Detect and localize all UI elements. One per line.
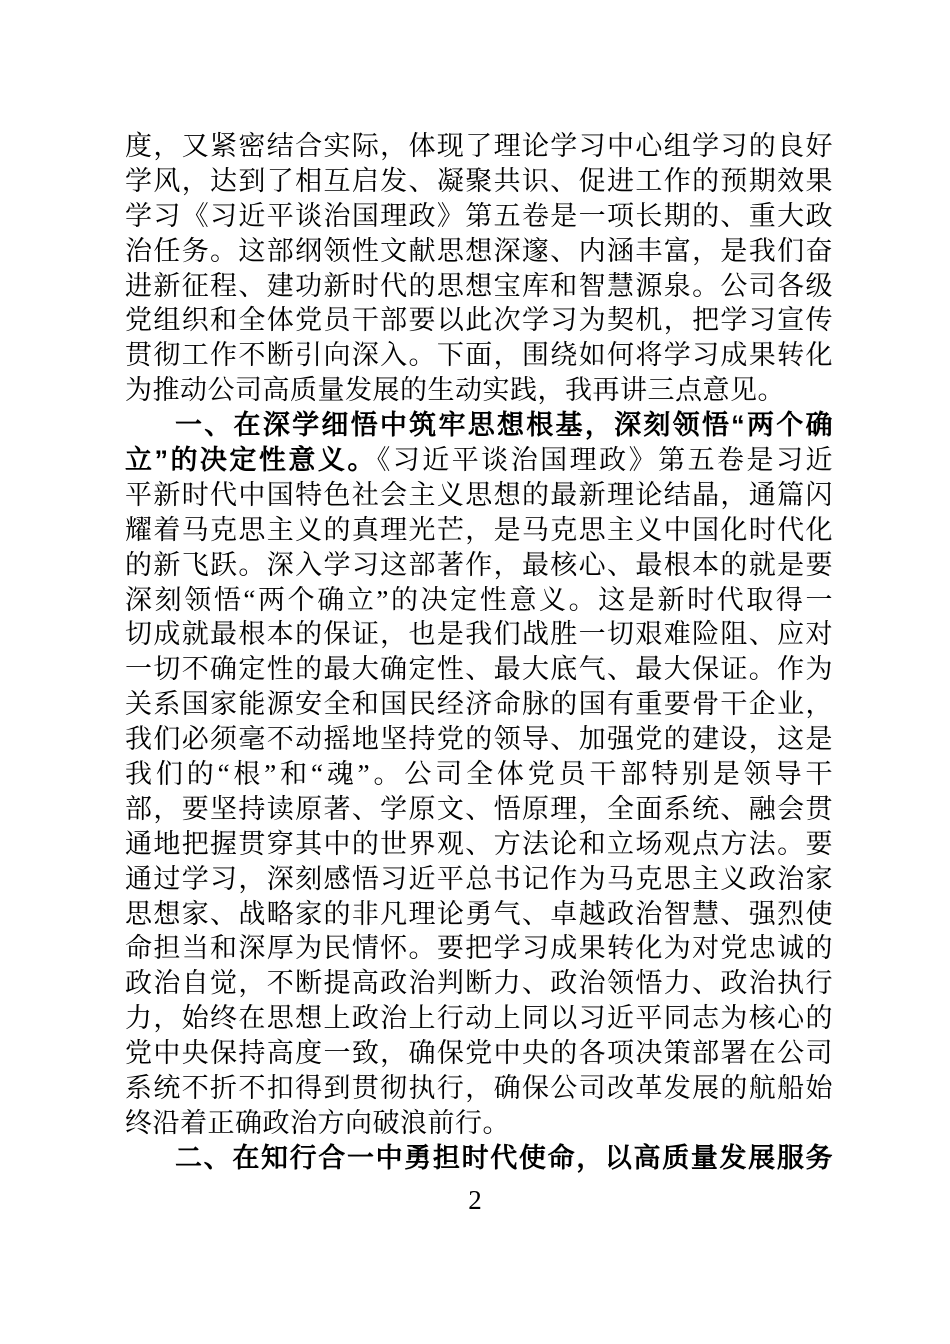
text-line bbox=[125, 373, 833, 408]
heading-text: 立”的决定性意义。 bbox=[125, 445, 377, 476]
text-line bbox=[125, 966, 833, 1001]
text-line bbox=[125, 303, 833, 338]
text-line bbox=[125, 478, 833, 513]
text-line bbox=[125, 234, 833, 269]
body-text: 关系国家能源安全和国民经济命脉的国有重要骨干企业， bbox=[125, 689, 833, 720]
text-line bbox=[125, 757, 833, 792]
body-text: 力，始终在思想上政治上行动上同以习近平同志为核心的 bbox=[125, 1003, 833, 1034]
body-text: 我们的“根”和“魂”。公司全体党员干部特别是领导干 bbox=[125, 759, 833, 790]
heading-text: 一、在深学细悟中筑牢思想根基，深刻领悟“两个确 bbox=[175, 410, 833, 441]
body-text: 党组织和全体党员干部要以此次学习为契机，把学习宣传 bbox=[125, 305, 833, 336]
text-line bbox=[125, 548, 833, 583]
text-line bbox=[125, 931, 833, 966]
text-line bbox=[125, 408, 833, 443]
heading-text: 二、在知行合一中勇担时代使命，以高质量发展服务 bbox=[175, 1142, 833, 1173]
body-text: 通过学习，深刻感悟习近平总书记作为马克思主义政治家 bbox=[125, 863, 833, 894]
text-line bbox=[125, 1106, 833, 1141]
text-line bbox=[125, 1141, 833, 1176]
body-text: 政治自觉，不断提高政治判断力、政治领悟力、政治执行 bbox=[125, 968, 833, 999]
text-line bbox=[125, 269, 833, 304]
body-text: 治任务。这部纲领性文献思想深邃、内涵丰富，是我们奋 bbox=[125, 235, 833, 266]
text-line bbox=[125, 897, 833, 932]
body-text: 《习近平谈治国理政》第五卷是习近 bbox=[376, 445, 833, 476]
body-text: 切成就最根本的保证，也是我们战胜一切艰难险阻、应对 bbox=[125, 619, 833, 650]
body-text: 党中央保持高度一致，确保党中央的各项决策部署在公司 bbox=[125, 1038, 833, 1069]
text-line bbox=[125, 1036, 833, 1071]
body-text: 深刻领悟“两个确立”的决定性意义。这是新时代取得一 bbox=[125, 584, 833, 615]
body-text: 进新征程、建功新时代的思想宝库和智慧源泉。公司各级 bbox=[125, 270, 833, 301]
body-text: 耀着马克思主义的真理光芒，是马克思主义中国化时代化 bbox=[125, 514, 833, 545]
text-line bbox=[125, 164, 833, 199]
text-line bbox=[125, 1001, 833, 1036]
body-text: 命担当和深厚为民情怀。要把学习成果转化为对党忠诚的 bbox=[125, 933, 833, 964]
text-line bbox=[125, 827, 833, 862]
body-text: 一切不确定性的最大确定性、最大底气、最大保证。作为 bbox=[125, 654, 833, 685]
body-text: 系统不折不扣得到贯彻执行，确保公司改革发展的航船始 bbox=[125, 1073, 833, 1104]
body-text: 部，要坚持读原著、学原文、悟原理，全面系统、融会贯 bbox=[125, 793, 833, 824]
text-line bbox=[125, 129, 833, 164]
text-line bbox=[125, 1071, 833, 1106]
text-line bbox=[125, 617, 833, 652]
text-line bbox=[125, 862, 833, 897]
body-text: 我们必须毫不动摇地坚持党的领导、加强党的建设，这是 bbox=[125, 724, 833, 755]
body-text: 思想家、战略家的非凡理论勇气、卓越政治智慧、强烈使 bbox=[125, 898, 833, 929]
body-text: 为推动公司高质量发展的生动实践，我再讲三点意见。 bbox=[125, 375, 785, 406]
text-line bbox=[125, 583, 833, 618]
body-text: 通地把握贯穿其中的世界观、方法论和立场观点方法。要 bbox=[125, 828, 833, 859]
text-line bbox=[125, 338, 833, 373]
body-text: 度，又紧密结合实际，体现了理论学习中心组学习的良好 bbox=[125, 131, 833, 161]
text-line bbox=[125, 199, 833, 234]
text-line bbox=[125, 722, 833, 757]
body-text: 学风，达到了相互启发、凝聚共识、促进工作的预期效果 bbox=[125, 165, 833, 196]
text-line bbox=[125, 652, 833, 687]
body-text: 学习《习近平谈治国理政》第五卷是一项长期的、重大政 bbox=[125, 200, 833, 231]
text-line bbox=[125, 792, 833, 827]
page-number: 2 bbox=[468, 1185, 482, 1215]
text-line bbox=[125, 513, 833, 548]
body-text: 终沿着正确政治方向破浪前行。 bbox=[125, 1107, 510, 1138]
body-text: 平新时代中国特色社会主义思想的最新理论结晶，通篇闪 bbox=[125, 479, 833, 510]
text-block bbox=[125, 129, 833, 1176]
body-text: 的新飞跃。深入学习这部著作，最核心、最根本的就是要 bbox=[125, 549, 833, 580]
body-text: 贯彻工作不断引向深入。下面，围绕如何将学习成果转化 bbox=[125, 340, 833, 371]
text-line bbox=[125, 443, 833, 478]
text-line bbox=[125, 687, 833, 722]
